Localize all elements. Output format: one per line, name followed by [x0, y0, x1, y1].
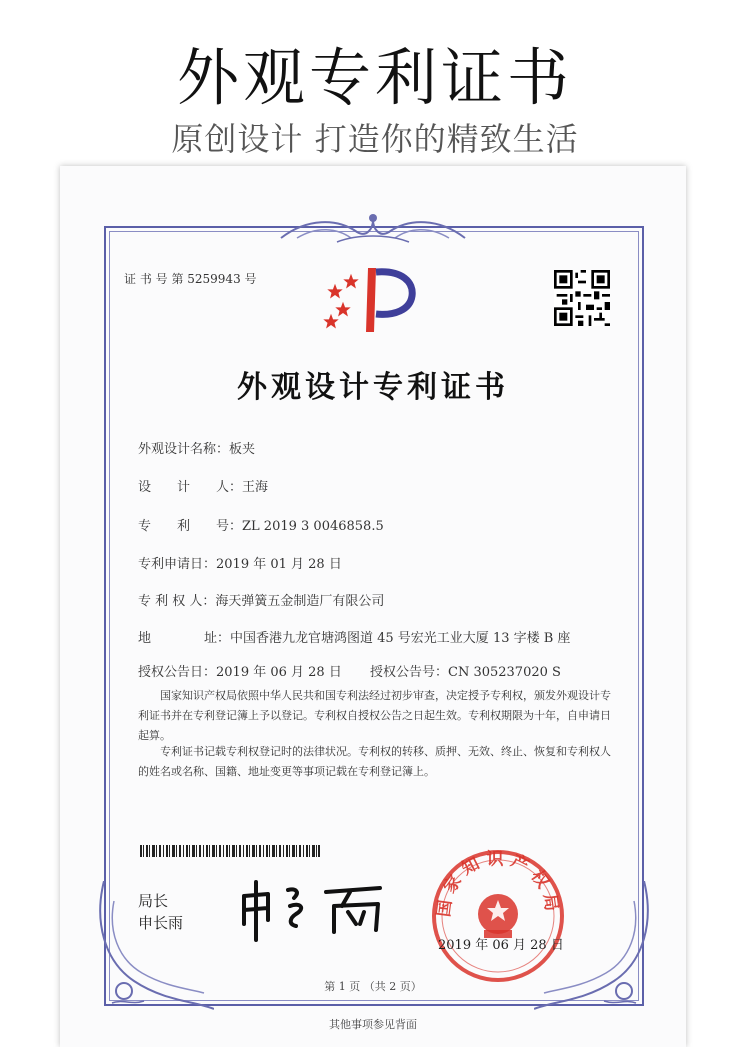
- official-title: 局长: [138, 892, 169, 910]
- grant-number-field: 授权公告号：CN 305237020 S: [370, 665, 561, 680]
- qr-code-icon: [554, 270, 610, 326]
- signature-icon: [230, 866, 400, 946]
- seal-date: 2019 年 06 月 28 日: [438, 938, 564, 953]
- certificate-paragraph: 国家知识产权局依照中华人民共和国专利法经过初步审查，决定授予专利权，颁发外观设计专利证书并在专利登记簿上予以登记。专利权自授权公告之日起生效。专利权期限为十年，自申请日起算。: [138, 689, 611, 742]
- address-label: 地: [138, 631, 152, 646]
- certificate-paragraph: 专利证书记载专利权登记时的法律状况。专利权的转移、质押、无效、终止、恢复和专利权人的姓名或名称、国籍、地址变更等事项记载在专利登记簿上。: [138, 745, 611, 778]
- footnote: 其他事项参见背面: [329, 1018, 417, 1031]
- design-name-field: 外观设计名称：板夹: [138, 442, 256, 457]
- patentee-field: 专 利 权 人：海天弹簧五金制造厂有限公司: [138, 594, 385, 609]
- page-number: 第 1 页 （共 2 页）: [324, 980, 422, 993]
- certificate-number: 证 书 号 第 5259943 号: [124, 272, 257, 286]
- official-seal-icon: [430, 848, 566, 984]
- designer-field: 设 计 人：王海: [138, 480, 269, 495]
- official-name: 申长雨: [138, 914, 184, 932]
- certificate-sheet: [60, 166, 686, 1047]
- cnipa-logo-icon: [322, 264, 422, 336]
- page-subtitle: 原创设计 打造你的精致生活: [171, 120, 579, 158]
- top-ornament-icon: [277, 208, 469, 248]
- filing-date-field: 专利申请日：2019 年 01 月 28 日: [138, 557, 342, 572]
- grant-date-field: 授权公告日：2019 年 06 月 28 日: [138, 665, 342, 680]
- certificate-title: 外观设计专利证书: [237, 370, 509, 405]
- address-field: 址：中国香港九龙官塘鸿图道 45 号宏光工业大厦 13 字楼 B 座: [204, 631, 571, 646]
- barcode-icon: [140, 845, 320, 857]
- page-heading: 外观专利证书: [176, 41, 573, 114]
- seal-text: 国家知识产权局: [434, 849, 562, 919]
- patent-number-field: 专 利 号：ZL 2019 3 0046858.5: [138, 519, 384, 534]
